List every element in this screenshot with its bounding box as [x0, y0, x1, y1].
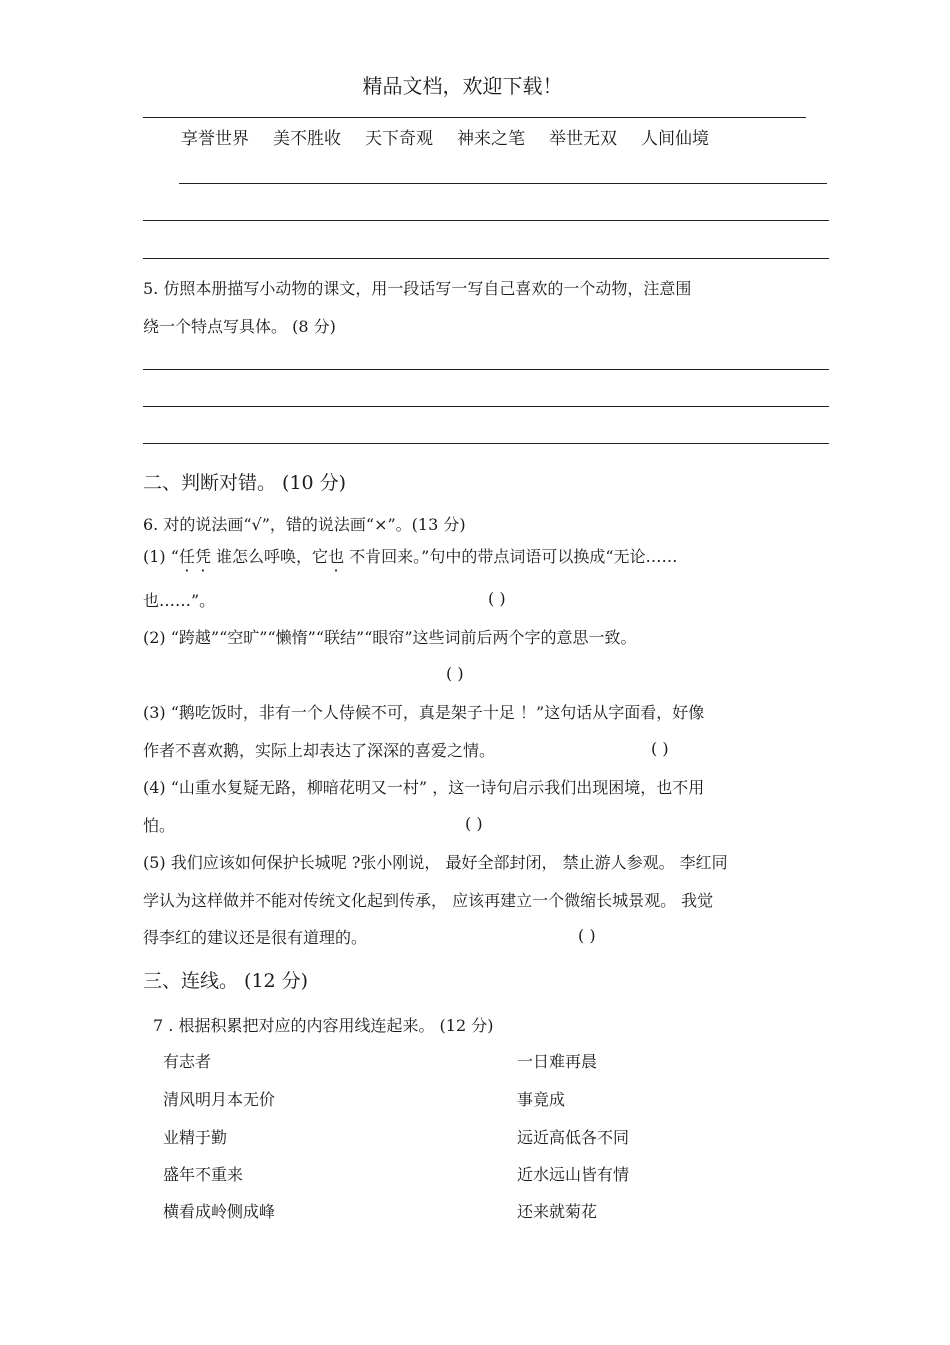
item1-line1: (1) “任凭 谁怎么呼唤，它也 不肯回来。”句中的带点词语可以换成“无论……: [143, 547, 678, 566]
answer-paren-2[interactable]: ( ): [446, 664, 464, 683]
item4-line2: 怕。: [143, 816, 176, 835]
answer-line: [143, 258, 829, 259]
answer-paren-1[interactable]: ( ): [488, 589, 506, 608]
word-bank-item: 美不胜收: [273, 129, 341, 149]
match-right-item[interactable]: 还来就菊花: [517, 1202, 598, 1221]
q7-instructions: 7 . 根据积累把对应的内容用线连起来。 (12 分): [153, 1016, 494, 1035]
page-header-title: 精品文档，欢迎下载！: [362, 74, 563, 98]
dotted-char: 凭: [194, 547, 211, 566]
item1-line2: 也……”。: [143, 591, 216, 610]
match-right-item[interactable]: 远近高低各不同: [517, 1128, 630, 1147]
answer-line: [143, 406, 829, 407]
section2-heading: 二、判断对错。 (10 分): [143, 472, 347, 494]
answer-paren-3[interactable]: ( ): [651, 739, 669, 758]
dotted-char: 也: [328, 547, 345, 566]
q6-instructions: 6. 对的说法画“√”，错的说法画“×”。(13 分): [143, 515, 466, 534]
match-left-item[interactable]: 横看成岭侧成峰: [163, 1202, 276, 1221]
q5-prompt-line1: 5. 仿照本册描写小动物的课文，用一段话写一写自己喜欢的一个动物，注意围: [143, 279, 692, 298]
item3-line2: 作者不喜欢鹅，实际上却表达了深深的喜爱之情。: [143, 741, 496, 760]
match-left-item[interactable]: 有志者: [163, 1052, 212, 1071]
word-bank: [181, 124, 733, 149]
item5-line2: 学认为这样做并不能对传统文化起到传承， 应该再建立一个微缩长城景观。 我觉: [143, 891, 714, 910]
answer-paren-5[interactable]: ( ): [578, 926, 596, 945]
item3-line1: (3) “鹅吃饭时，非有一个人侍候不可，真是架子十足 ！”这句话从字面看，好像: [143, 703, 705, 722]
answer-line: [143, 369, 829, 370]
match-left-item[interactable]: 业精于勤: [163, 1128, 228, 1147]
answer-paren-4[interactable]: ( ): [465, 814, 483, 833]
match-right-item[interactable]: 近水远山皆有情: [517, 1165, 630, 1184]
header-divider: [143, 117, 806, 118]
match-left-item[interactable]: 清风明月本无价: [163, 1090, 276, 1109]
item4-line1: (4) “山重水复疑无路，柳暗花明又一村” ，这一诗句启示我们出现困境，也不用: [143, 778, 705, 797]
section3-heading: 三、连线。 (12 分): [143, 970, 309, 992]
match-right-item[interactable]: 一日难再晨: [517, 1052, 598, 1071]
dotted-char: 任: [178, 547, 195, 566]
answer-line: [179, 183, 827, 184]
word-bank-item: 举世无双: [549, 129, 617, 149]
word-bank-item: 神来之笔: [457, 129, 525, 149]
match-left-item[interactable]: 盛年不重来: [163, 1165, 244, 1184]
word-bank-item: 天下奇观: [365, 129, 433, 149]
answer-line: [143, 220, 829, 221]
match-right-item[interactable]: 事竟成: [517, 1090, 566, 1109]
item5-line1: (5) 我们应该如何保护长城呢 ?张小刚说， 最好全部封闭， 禁止游人参观。 李红同: [143, 853, 728, 872]
item5-line3: 得李红的建议还是很有道理的。: [143, 928, 368, 947]
item2: (2) “跨越”“空旷”“懒惰”“联结”“眼帘”这些词前后两个字的意思一致。: [143, 628, 637, 647]
q5-prompt-line2: 绕一个特点写具体。 (8 分): [143, 317, 336, 336]
word-bank-item: 人间仙境: [641, 129, 709, 149]
answer-line: [143, 443, 829, 444]
word-bank-item: 享誉世界: [181, 129, 249, 149]
